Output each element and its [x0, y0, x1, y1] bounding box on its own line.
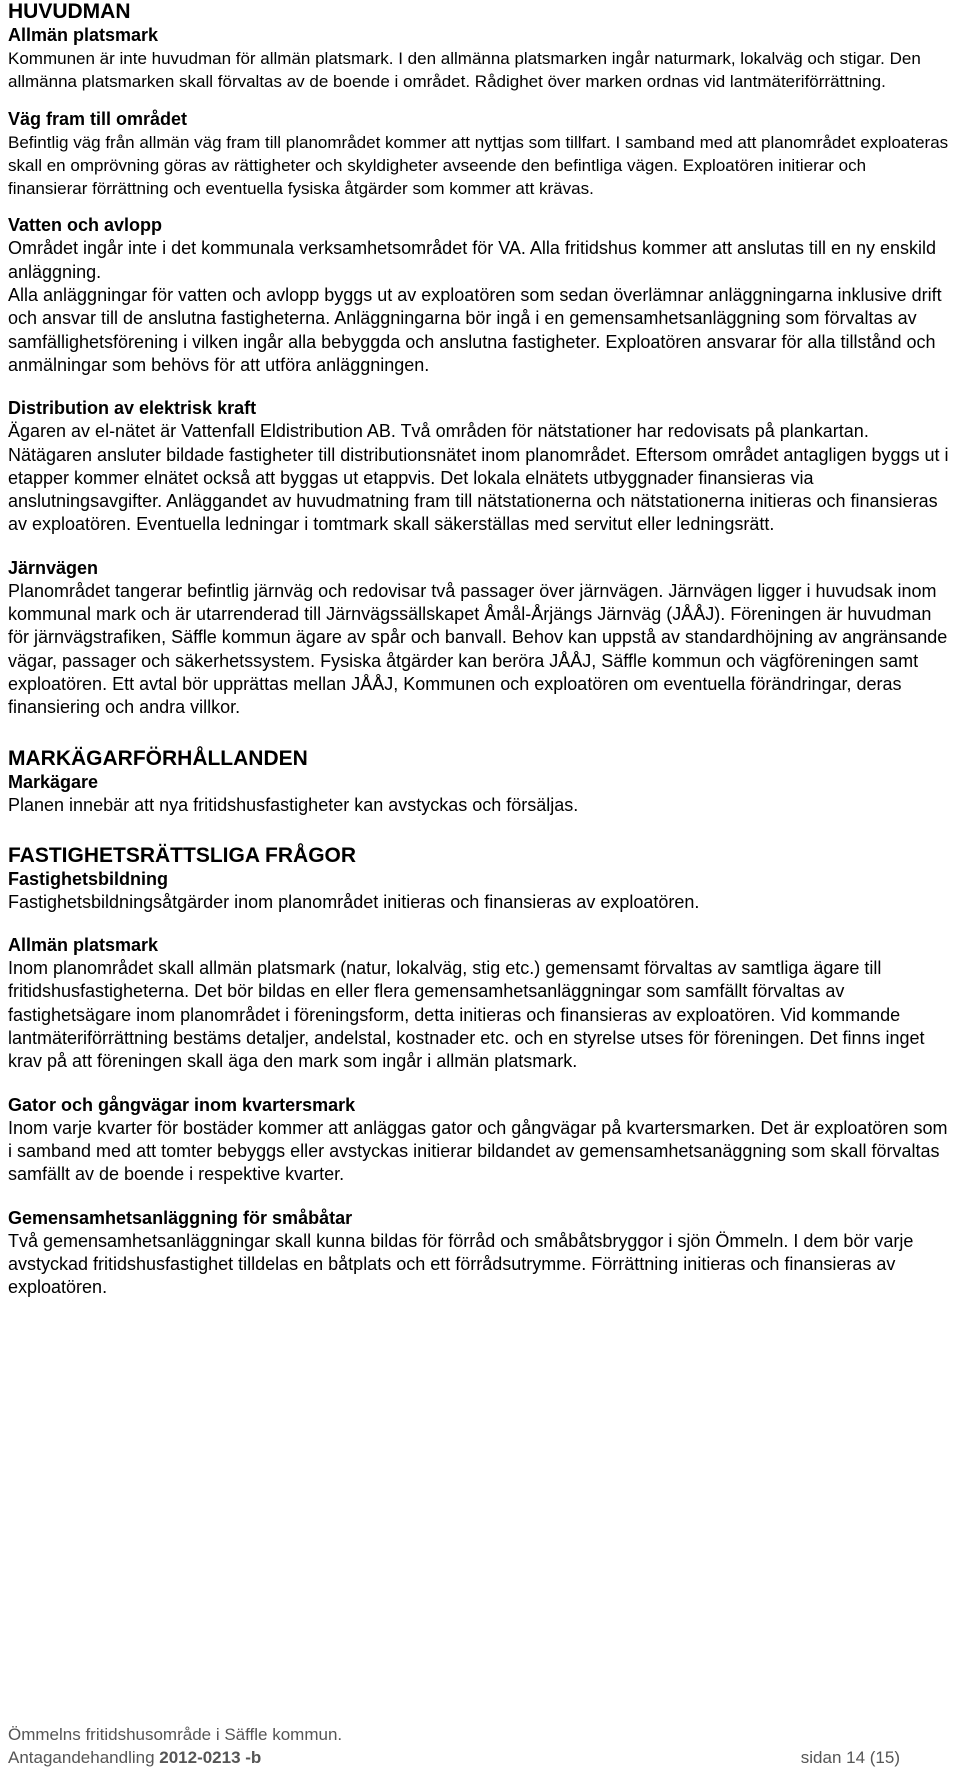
section-title-markagarforhallanden: MARKÄGARFÖRHÅLLANDEN — [8, 746, 308, 770]
paragraph-markagare: Planen innebär att nya fritidshusfastigheter kan avstyckas och försäljas. — [8, 794, 579, 815]
footer-document-id: 2012-0213 -b — [159, 1748, 262, 1767]
subheading-vatten-avlopp: Vatten och avlopp — [8, 215, 163, 236]
paragraph-jarnvagen: Planområdet tangerar befintlig järnväg och redovisar två passager över järnvägen. Järnvägen ligger i huvudsak inom kommunal mark och är utarrenderad till Järnvägssällskapet Åmål-Årjängs Järnväg (JÅÅJ). Föreningen är huvudman för järnvägstrafiken, Säffle kommun ägare av spår och banvall. Behov kan uppstå av standardhöjning av angränsande vägar, passager och säkerhetssystem. Fysiska åtgärder kan beröra JÅÅJ, Säffle kommun och vägföreningen samt exploatören. Ett avtal bör upprättas mellan JÅÅJ, Kommunen och exploatören om eventuella förändringar, deras finansiering och andra villkor. — [8, 580, 948, 718]
subheading-allman-platsmark-2: Allmän platsmark — [8, 935, 159, 956]
subheading-allman-platsmark: Allmän platsmark — [8, 25, 159, 45]
subheading-gator-gangvagar: Gator och gångvägar inom kvartersmark — [8, 1094, 356, 1115]
section-title-huvudman: HUVUDMAN — [8, 0, 131, 23]
section-title-fastighetsrattsliga: FASTIGHETSRÄTTSLIGA FRÅGOR — [8, 843, 357, 867]
footer-document-label: Antagandehandling — [8, 1748, 160, 1767]
subheading-markagare: Markägare — [8, 771, 99, 792]
subheading-jarnvagen: Järnvägen — [8, 557, 99, 578]
paragraph-distribution-el: Ägaren av el-nätet är Vattenfall Eldistribution AB. Två områden för nätstationer har redovisats på plankartan. Nätägaren ansluter bildade fastigheter till distributionsnätet inom planområdet. Eftersom området antagligen byggs ut i etapper kommer elnätet också att byggas ut etappvis. Det lokala elnätets utbyggnader finansieras via anslutningsavgifter. Anläggandet av huvudmatning fram till nätstationerna och nätstationerna initieras och finansieras av exploatören. Eventuella ledningar i tomtmark skall säkerställas med servitut eller ledningsrätt. — [8, 421, 949, 535]
subheading-fastighetsbildning: Fastighetsbildning — [8, 868, 168, 889]
paragraph-gator-gangvagar: Inom varje kvarter för bostäder kommer att anläggas gator och gångvägar på kvartersmarken. Det är exploatören som i samband med att tomter bebyggs eller avstyckas initierar bildandet av gemensamhetsanäggning som skall förvaltas samfällt av de boende i respektive kvarter. — [8, 1117, 948, 1185]
paragraph-vatten-avlopp-2: Alla anläggningar för vatten och avlopp byggs ut av exploatören som sedan överlämnar anläggningarna inklusive drift och ansvar till de anslutna fastigheterna. Anläggningarna bör ingå i en gemensamhetsanläggning som förvaltas av samfällighetsförening i vilken ingår alla bebyggda och anslutna fastigheter. Exploatören ansvarar för alla tillstånd och anmälningar som behövs för att utföra anläggningen. — [8, 285, 942, 375]
subheading-distribution-el: Distribution av elektrisk kraft — [8, 398, 257, 419]
paragraph-vag-fram: Befintlig väg från allmän väg fram till planområdet kommer att nyttjas som tillfart. I samband med att planområdet exploateras skall en omprövning göras av rättigheter och skyldigheter avseende den befintliga vägen. Exploatören initierar och finansierar förrättning och eventuella fysiska åtgärder som kommer att krävas. — [8, 132, 949, 199]
footer-row — [8, 1746, 950, 1769]
paragraph-allman-platsmark: Kommunen är inte huvudman för allmän platsmark. I den allmänna platsmarken ingår naturmark, lokalväg och stigar. Den allmänna platsmarken skall förvaltas av de boende i området. Rådighet över marken ordnas vid lantmäteriförrättning. — [8, 49, 921, 92]
footer-project-name: Ömmelns fritidshusområde i Säffle kommun. — [8, 1725, 343, 1744]
subheading-gemensamhetsanlaggning-smabatar: Gemensamhetsanläggning för småbåtar — [8, 1207, 353, 1228]
paragraph-gemensamhetsanlaggning-smabatar: Två gemensamhetsanläggningar skall kunna bildas för förråd och småbåtsbryggor i sjön Ömmeln. I dem bör varje avstyckad fritidshusfastighet tilldelas en båtplats och ett förrådsutrymme. Förrättning initieras och finansieras av exploatören. — [8, 1230, 914, 1298]
paragraph-fastighetsbildning: Fastighetsbildningsåtgärder inom planområdet initieras och finansieras av exploatören. — [8, 891, 700, 912]
paragraph-vatten-avlopp-1: Området ingår inte i det kommunala verksamhetsområdet för VA. Alla fritidshus kommer att anslutas till en ny enskild anläggning. — [8, 238, 937, 282]
footer-page-number: sidan 14 (15) — [800, 1748, 900, 1767]
page-footer — [8, 1723, 950, 1769]
footer-document-info — [8, 1746, 261, 1769]
paragraph-allman-platsmark-2: Inom planområdet skall allmän platsmark (natur, lokalväg, stig etc.) gemensamt förvaltas av samtliga ägare till fritidshusfastigheterna. Det bör bildas en eller flera gemensamhetsanläggningar som samfällt förvaltas av fastighetsägare inom planområdet i föreningsform, detta initieras och finansieras av exploatören. Vid kommande lantmäteriförrättning bestäms detaljer, andelstal, kostnader etc. och en styrelse utses för föreningen. Det finns inget krav på att föreningen skall äga den mark som ingår i allmän platsmark. — [8, 958, 925, 1072]
subheading-vag-fram: Väg fram till området — [8, 108, 188, 129]
